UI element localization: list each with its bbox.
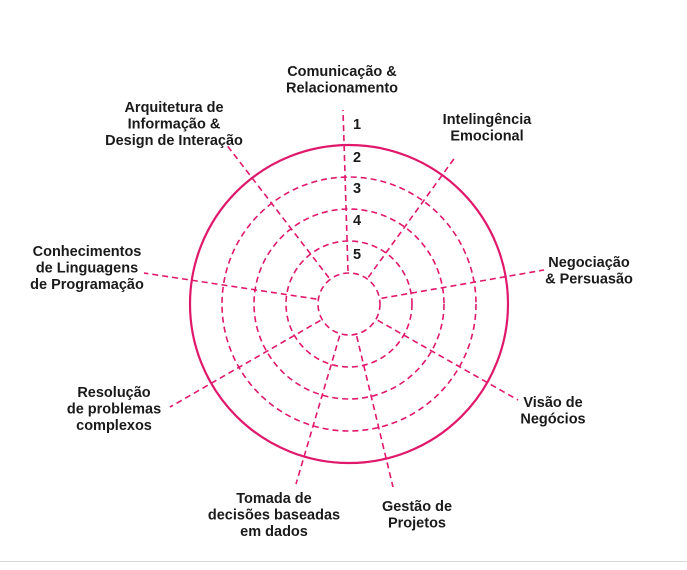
scale-label-4: 4 [353,213,362,229]
scale-label-5: 5 [353,247,362,263]
spoke-5 [357,336,393,487]
axis-label-comunicacao-relacionamento [286,64,398,97]
scale-label-3: 3 [353,181,362,197]
spoke-2 [368,156,456,277]
ring-level-3 [254,209,444,399]
axis-label-line: Conhecimentos [32,244,142,260]
axis-label-resolucao-de-problemas-complexos [67,385,161,434]
scale-label-2: 2 [353,150,362,166]
axis-label-line: Negociação [548,255,630,271]
axis-label-arquitetura-de-informacao-design-de-interacao [105,100,243,149]
axis-label-visao-de-negocios [520,395,585,428]
axis-label-intelingencia-emocional [443,112,533,145]
ring-level-5 [318,273,380,335]
axis-label-line: & Persuasão [545,271,633,288]
spoke-3 [382,270,545,298]
axis-label-line: Tomada de [236,491,312,507]
axis-label-line: complexos [76,418,152,434]
axis-label-line: de Programação [30,277,144,293]
axis-label-line: Visão de [523,395,583,411]
axis-label-gestao-de-projetos [382,499,452,532]
spoke-1 [343,110,348,271]
axis-label-line: Design de Interação [105,133,243,149]
axis-label-line: de Linguagens [35,260,139,277]
axis-label-line: decisões baseadas [207,507,341,524]
axis-label-line: em dados [240,524,308,540]
scale-label-1: 1 [353,117,362,133]
bottom-divider [0,561,687,562]
axis-label-line: Emocional [450,128,524,145]
axis-label-line: Intelingência [442,112,532,128]
spoke-9 [226,144,329,278]
axis-label-line: Comunicação & [287,64,397,80]
axis-label-line: Informação & [127,116,221,133]
axis-label-line: Negócios [520,411,586,428]
axis-label-line: Arquitetura de [124,100,224,116]
axis-label-line: de problemas [66,401,162,418]
axis-label-line: Resolução [77,385,151,401]
axis-label-tomada-de-decisoes-baseadas-em-dados [208,491,340,540]
axis-label-conhecimentos-de-linguagens-de-programacao [30,244,144,293]
axis-label-line: Projetos [387,515,447,532]
axis-label-line: Gestão de [381,499,453,515]
axis-label-negociacao-persuasao [545,255,633,288]
axis-label-line: Relacionamento [286,80,398,97]
spoke-8 [144,273,316,299]
